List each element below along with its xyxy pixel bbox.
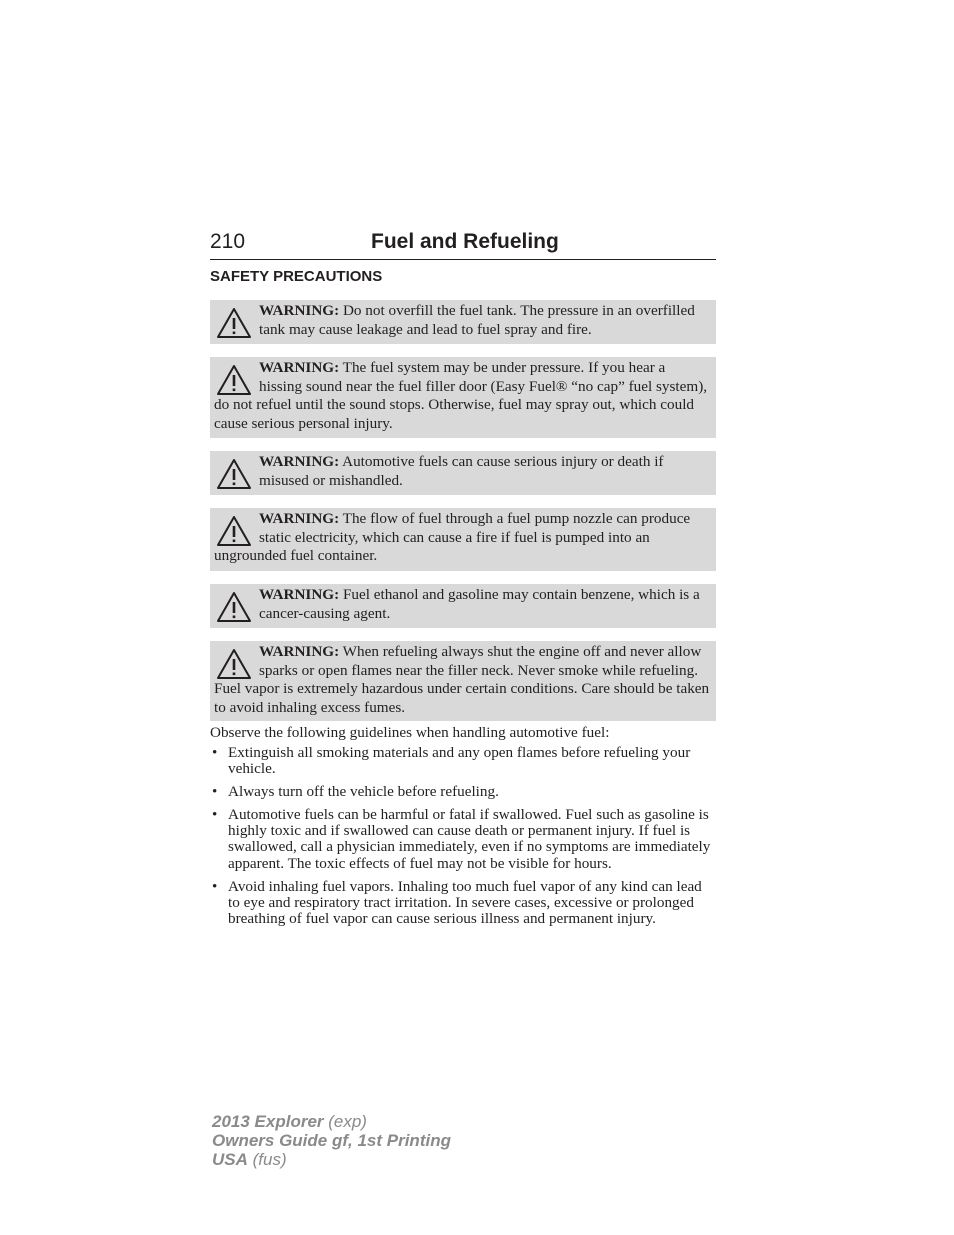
list-item-text: Avoid inhaling fuel vapors. Inhaling too much fuel vapor of any kind can lead to eye and respiratory tract irritation. In severe cases, excessive or prolonged breathing of fuel vapor can cause serious illness and permanent injury. <box>228 877 702 928</box>
footer-market-code: (fus) <box>247 1150 287 1169</box>
footer-market: USA <box>212 1150 248 1169</box>
warning-box <box>210 508 716 571</box>
list-item <box>210 879 716 928</box>
warning-box <box>210 641 716 721</box>
list-item-text: Extinguish all smoking materials and any open flames before refueling your vehicle. <box>228 744 691 778</box>
warning-text: Automotive fuels can cause serious injury or death if misused or mishandled. <box>259 453 664 489</box>
list-item-text: Always turn off the vehicle before refueling. <box>228 783 499 801</box>
page-footer <box>212 1112 451 1169</box>
chapter-title: Fuel and Refueling <box>371 230 559 253</box>
footer-guide: Owners Guide gf, 1st Printing <box>212 1131 451 1150</box>
footer-model-code: (exp) <box>323 1112 367 1131</box>
warning-triangle-icon <box>216 307 252 339</box>
warning-label: WARNING: <box>259 302 340 319</box>
warning-triangle-icon <box>216 458 252 490</box>
page-number: 210 <box>210 230 246 253</box>
guidelines-intro: Observe the following guidelines when handling automotive fuel: <box>210 724 610 741</box>
bullet-symbol: • <box>212 744 218 761</box>
warning-label: WARNING: <box>259 643 340 660</box>
footer-line-guide <box>212 1131 451 1150</box>
list-item <box>210 807 716 872</box>
warning-box <box>210 451 716 495</box>
warning-text: Fuel ethanol and gasoline may contain benzene, which is a cancer-causing agent. <box>259 586 700 622</box>
page-header <box>210 229 716 260</box>
guidelines-list <box>210 745 716 934</box>
warning-text: The flow of fuel through a fuel pump nozzle can produce static electricity, which can cause a fire if fuel is pumped into an ungrounded fuel container. <box>214 510 691 565</box>
warning-triangle-icon <box>216 648 252 680</box>
warning-label: WARNING: <box>259 510 340 527</box>
footer-line-market <box>212 1150 451 1169</box>
warning-text: When refueling always shut the engine off and never allow sparks or open flames near the filler neck. Never smoke while refueling. Fuel vapor is extremely hazardous under certain conditions. Care should be taken to avoid inhaling excess fumes. <box>214 643 710 717</box>
warning-label: WARNING: <box>259 586 340 603</box>
bullet-symbol: • <box>212 783 218 801</box>
warning-box <box>210 357 716 438</box>
warning-triangle-icon <box>216 364 252 396</box>
footer-model: 2013 Explorer <box>212 1112 324 1131</box>
footer-line-model <box>212 1112 451 1131</box>
warning-triangle-icon <box>216 591 252 623</box>
bullet-symbol: • <box>212 877 218 895</box>
warning-text: The fuel system may be under pressure. If you hear a hissing sound near the fuel filler door (Easy Fuel® “no cap” fuel system), do not refuel until the sound stops. Otherwise, fuel may spray out, which could cause serious personal injury. <box>214 359 708 433</box>
warning-box <box>210 584 716 628</box>
list-item-text: Automotive fuels can be harmful or fatal if swallowed. Fuel such as gasoline is highly toxic and if swallowed can cause death or permanent injury. If fuel is swallowed, call a physician immediately, even if no symptoms are immediately apparent. The toxic effects of fuel may not be visible for hours. <box>228 805 711 872</box>
list-item <box>210 745 716 778</box>
warning-triangle-icon <box>216 515 252 547</box>
warning-text: Do not overfill the fuel tank. The pressure in an overfilled tank may cause leakage and lead to fuel spray and fire. <box>259 302 695 338</box>
warning-label: WARNING: <box>259 359 340 376</box>
list-item <box>210 784 716 800</box>
warning-box <box>210 300 716 344</box>
bullet-symbol: • <box>212 805 218 823</box>
section-title: SAFETY PRECAUTIONS <box>210 268 383 285</box>
warning-label: WARNING: <box>259 453 340 470</box>
